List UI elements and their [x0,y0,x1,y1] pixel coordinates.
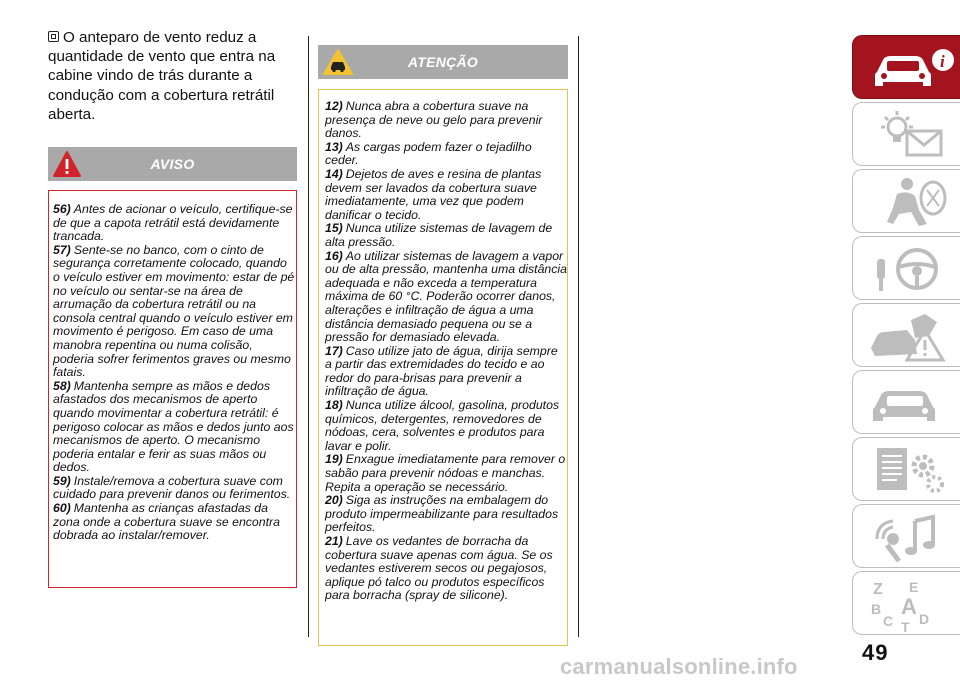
intro-text: O anteparo de vento reduz a quantidade de vento que entra na cabine vindo de trás durante a condução com a cobertura retrátil aberta. [48,29,276,123]
aviso-item-number: 59) [53,473,71,488]
index-letter-z: Z [873,581,883,598]
aviso-item-number: 57) [53,242,71,257]
atencao-item-number: 16) [325,248,343,263]
atencao-item-text: Caso utilize jato de água, dirija sempre a partir das extremidades do tecido e ao redor do para-brisas para prevenir a infiltração de água. [325,343,558,399]
index-letter-e: E [909,579,919,595]
aviso-item [53,380,296,475]
tab-safety[interactable] [852,169,960,233]
tab-maintenance[interactable] [852,370,960,434]
aviso-header [48,147,297,181]
atencao-item-number: 17) [325,343,343,358]
atencao-item [325,141,567,168]
aviso-item-text: Antes de acionar o veículo, certifique-se de que a capota retrátil está devidamente trancada. [53,202,293,244]
index-letter-t: T [901,619,910,632]
atencao-item [325,250,567,345]
atencao-item-number: 14) [325,166,343,181]
atencao-item-text: Siga as instruções na embalagem do produto impermeabilizante para resultados perfeitos. [325,493,559,535]
bullet-icon [48,31,59,42]
car-info-icon [867,40,957,96]
tab-emergency[interactable] [852,303,960,367]
emergency-icon [867,308,957,364]
car-caution-icon [322,48,354,76]
intro-block [48,28,298,124]
page-number: 49 [862,640,889,665]
atencao-box [318,89,568,646]
atencao-item-text: As cargas podem fazer o tejadilho ceder. [325,139,532,168]
multimedia-icon [867,509,957,565]
column-divider-right [578,36,579,637]
atencao-item [325,222,567,249]
aviso-item [53,203,296,244]
atencao-item [325,399,567,453]
aviso-item-text: Mantenha sempre as mãos e dedos afastados dos mecanismos de aperto quando movimentar a cobertura retrátil: é perigoso colocar as mãos e dedos junto aos mecanismos de aperto. O mecanismo poderia entalar e ferir as suas mãos ou dedos. [53,378,294,475]
svg-text:i: i [940,52,945,71]
atencao-item [325,453,567,494]
atencao-item-number: 20) [325,493,343,508]
atencao-item-text: Dejetos de aves e resina de plantas devem ser lavados da cobertura suave imediatamente, uma vez que podem danificar o tecido. [325,166,542,222]
atencao-item-number: 15) [325,221,343,236]
tab-starting-driving[interactable] [852,236,960,300]
atencao-title: ATENÇÃO [407,54,479,70]
atencao-item-text: Enxague imediatamente para remover o sabão para prevenir nódoas e manchas. Repita a operação se necessário. [325,452,566,494]
aviso-title: AVISO [150,156,195,172]
aviso-item [53,502,296,543]
aviso-item-number: 58) [53,378,71,393]
warning-lights-icon [867,107,957,163]
aviso-item [53,244,296,380]
aviso-item-text: Mantenha as crianças afastadas da zona onde a cobertura suave se encontra dobrada ao instalar/remover. [53,501,280,543]
atencao-item [325,494,567,535]
alphabetical-index-icon [867,576,957,632]
technical-data-icon [867,442,957,498]
tab-warning-lights[interactable] [852,102,960,166]
index-letter-a: A [901,594,917,619]
aviso-item-text: Instale/remova a cobertura suave com cuidado para prevenir danos ou ferimentos. [53,473,291,502]
warning-triangle-icon [52,150,82,178]
atencao-item-number: 12) [325,99,343,113]
atencao-item [325,345,567,399]
atencao-header [318,45,568,79]
safety-airbag-icon [867,174,957,230]
aviso-item-number: 60) [53,501,71,516]
atencao-item-number: 18) [325,398,343,413]
atencao-item-text: Nunca abra a cobertura suave na presença de neve ou gelo para prevenir danos. [325,99,543,141]
tab-alphabetical-index[interactable] [852,571,960,635]
tab-car-info[interactable] [852,35,960,99]
atencao-item-number: 21) [325,534,343,548]
aviso-item-number: 56) [53,202,71,216]
index-letter-c: C [883,613,894,629]
watermark: carmanualsonline.info [560,654,798,679]
atencao-item-number: 19) [325,452,343,467]
column-divider [308,36,309,637]
starting-driving-icon [867,241,957,297]
tab-multimedia[interactable] [852,504,960,568]
aviso-item-text: Sente-se no banco, com o cinto de segurança corretamente colocado, quando o veículo estiver em movimento: estar de pé no veículo ou sentar-se na área de arrumação da cobertura retrátil ou na consola central quando o veículo estiver em movimento é perigoso. Em caso de uma manobra repentina ou numa colisão, poderia sofrer ferimentos graves ou mesmo fatais. [53,242,295,380]
aviso-box [48,190,297,588]
atencao-item [325,535,567,603]
intro-paragraph [48,28,298,124]
atencao-item-number: 13) [325,139,343,154]
atencao-item-text: Lave os vedantes de borracha da cobertura suave apenas com água. Se os vedantes estiverem secos ou pegajosos, aplique pó talco ou produtos específicos para borracha (spray de silicone). [325,534,553,603]
atencao-item [325,100,567,141]
atencao-item [325,168,567,222]
atencao-item-text: Nunca utilize álcool, gasolina, produtos químicos, detergentes, removedores de nódoas, cera, solventes e produtos para lavar e polir. [325,398,560,453]
atencao-item-text: Ao utilizar sistemas de lavagem a vapor ou de alta pressão, mantenha uma distância adequada e não exceda a temperatura máxima de 60 °C. Poderão ocorrer danos, alterações e infiltração de água a uma distância demasiado pequena ou se a pressão for demasiado elevada. [325,248,567,345]
aviso-item [53,475,296,502]
maintenance-icon [867,375,957,431]
index-letter-d: D [919,611,930,627]
atencao-item-text: Nunca utilize sistemas de lavagem de alta pressão. [325,221,553,249]
index-letter-b: B [871,601,882,617]
tab-technical-data[interactable] [852,437,960,501]
